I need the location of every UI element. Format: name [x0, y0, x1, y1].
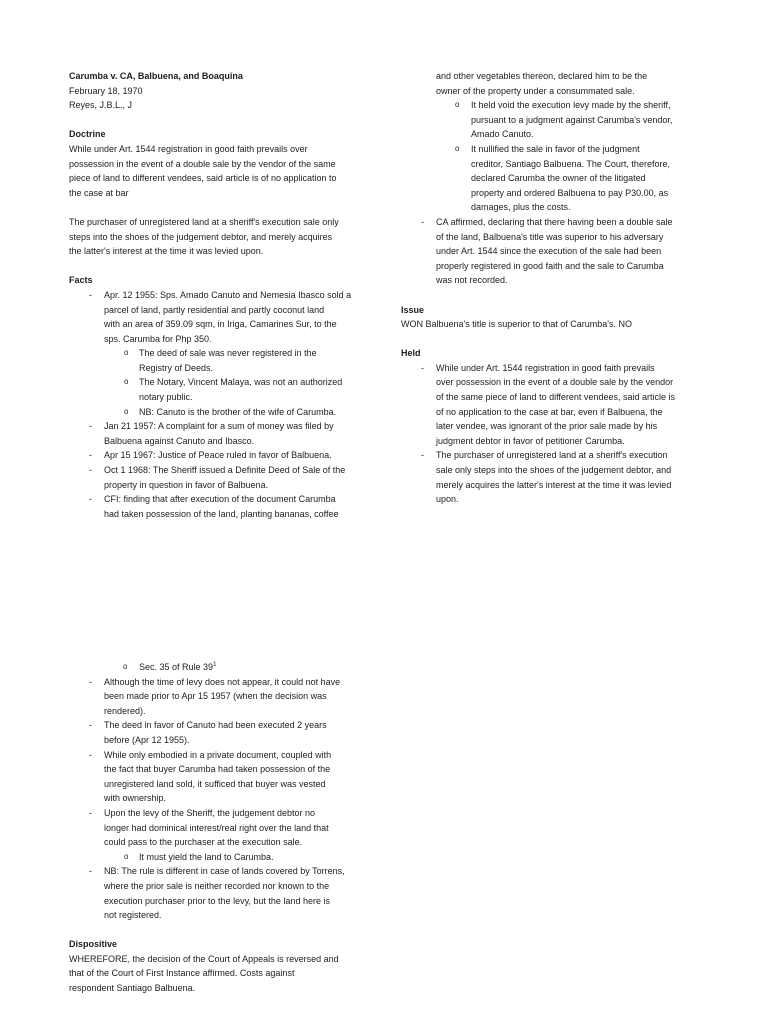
ca-list	[401, 215, 701, 288]
held-list	[401, 361, 701, 507]
sub-list	[436, 98, 701, 215]
list-item	[401, 215, 701, 288]
sub-list	[69, 660, 369, 675]
text-line: - Apr. 12 1955: Sps. Amado Canuto and Nemesia Ibasco sold a	[104, 289, 352, 300]
text-line: sale only steps into the shoes of the judgement debtor, and	[436, 465, 672, 476]
rule-reference-text: Sec. 35 of Rule 39	[139, 662, 214, 672]
text-line: merely acquires the latter's interest at the time it was levied	[436, 479, 672, 490]
text-line: - Although the time of levy does not appear, it could not have	[104, 676, 341, 687]
text-line: - Upon the levy of the Sheriff, the judgement debtor no	[104, 807, 315, 818]
dispositive-heading: Dispositive	[69, 939, 118, 950]
left-column-bottom	[69, 660, 369, 996]
issue-text: WON Balbuena's title is superior to that of Carumba's. NO	[401, 319, 633, 330]
sub-list-item	[436, 142, 701, 215]
text-line: - While only embodied in a private document, coupled with	[104, 749, 332, 760]
list-item	[69, 718, 369, 747]
text-line: rendered).	[104, 705, 146, 716]
right-column	[401, 69, 701, 507]
sub-list-item	[104, 660, 369, 675]
facts-continuation	[401, 69, 701, 215]
text-line: execution purchaser prior to the levy, but the land here is	[104, 895, 330, 906]
text-line: respondent Santiago Balbuena.	[69, 983, 196, 994]
text-line: been made prior to Apr 15 1957 (when the decision was	[104, 691, 327, 702]
list-item	[69, 864, 369, 922]
list-item	[69, 463, 369, 492]
list-item	[69, 492, 369, 521]
footnote-marker: 1	[213, 662, 217, 668]
text-line: WHEREFORE, the decision of the Court of Appeals is reversed and	[69, 953, 339, 964]
dispositive-paragraph	[69, 952, 369, 996]
text-line: declared Carumba the owner of the litigated	[471, 173, 646, 184]
text-line: - Oct 1 1968: The Sheriff issued a Definite Deed of Sale of the	[104, 465, 346, 476]
text-line: - CFI: finding that after execution of the document Carumba	[104, 494, 336, 505]
text-line: steps into the shoes of the judgement debtor, and merely acquires	[69, 231, 333, 242]
text-line: was not recorded.	[436, 275, 508, 286]
text-line: - The purchaser of unregistered land at a sheriff's execution	[436, 450, 668, 461]
held-heading: Held	[401, 348, 421, 359]
facts-list	[69, 288, 369, 522]
text-line: - NB: The rule is different in case of lands covered by Torrens,	[104, 866, 345, 877]
text-line: of the same piece of land to different vendees, said article is	[436, 392, 675, 403]
sub-list-item	[104, 346, 369, 375]
text-line: longer had dominical interest/real right over the land that	[104, 822, 329, 833]
list-item	[69, 675, 369, 719]
text-line: - The deed in favor of Canuto had been executed 2 years	[104, 720, 327, 731]
text-line: the case at bar	[69, 187, 129, 198]
doctrine-paragraph-1	[69, 142, 369, 200]
text-line: the fact that buyer Carumba had taken possession of the	[104, 764, 331, 775]
list-item	[69, 288, 369, 419]
text-line: under Art. 1544 since the execution of the sale had been	[436, 246, 662, 257]
rule-reference	[139, 660, 369, 675]
text-line: parcel of land, partly residential and partly coconut land	[104, 304, 325, 315]
ponente: Reyes, J.B.L., J	[69, 100, 133, 111]
text-line: creditor, Santiago Balbuena. The Court, therefore,	[471, 158, 670, 169]
list-item	[69, 419, 369, 448]
text-line: with ownership.	[104, 793, 167, 804]
text-line: - Jan 21 1957: A complaint for a sum of money was filed by	[104, 421, 334, 432]
text-line: could pass to the purchaser at the execution sale.	[104, 837, 303, 848]
text-line: had taken possession of the land, planting bananas, coffee	[104, 508, 339, 519]
text-line: damages, plus the costs.	[471, 202, 571, 213]
issue-heading: Issue	[401, 304, 425, 315]
text-line: later vendee, was ignorant of the prior sale made by his	[436, 421, 658, 432]
facts-heading: Facts	[69, 275, 93, 286]
case-title: Carumba v. CA, Balbuena, and Boaquina	[69, 71, 243, 81]
text-line: the latter's interest at the time it was levied upon.	[69, 246, 264, 257]
left-column	[69, 69, 369, 521]
text-line: The purchaser of unregistered land at a sheriff's execution sale only	[69, 216, 339, 227]
text-line: o It held void the execution levy made by the sheriff,	[471, 100, 671, 111]
sub-list-item	[104, 375, 369, 404]
text-line: notary public.	[139, 392, 193, 403]
text-line: property in question in favor of Balbuena.	[104, 479, 269, 490]
text-line: property and ordered Balbuena to pay P30.00, as	[471, 187, 669, 198]
text-line: not registered.	[104, 910, 162, 921]
text-line: judgment debtor in favor of petitioner Carumba.	[436, 435, 625, 446]
text-line: o The Notary, Vincent Malaya, was not an authorized	[139, 377, 343, 388]
list-item	[69, 806, 369, 864]
text-line: Registry of Deeds.	[139, 362, 214, 373]
text-line: over possession in the event of a double sale by the vendor	[436, 377, 674, 388]
text-line: pursuant to a judgment against Carumba's vendor,	[471, 114, 673, 125]
list-item	[401, 361, 701, 449]
sub-list-item	[104, 850, 369, 865]
list-item	[69, 448, 369, 463]
text-line: - Apr 15 1967: Justice of Peace ruled in favor of Balbuena.	[104, 450, 332, 461]
reasoning-list	[69, 675, 369, 923]
text-line: unregistered land sold, it sufficed that buyer was vested	[104, 778, 326, 789]
sub-list	[104, 346, 369, 419]
sub-list-item	[436, 98, 701, 142]
text-line: o It nullified the sale in favor of the judgment	[471, 143, 640, 154]
text-line: sps. Carumba for Php 350.	[104, 333, 212, 344]
list-item	[69, 748, 369, 806]
text-line: upon.	[436, 494, 459, 505]
text-line: properly registered in good faith and the sale to Carumba	[436, 260, 664, 271]
text-line: piece of land to different vendees, said article is of no application to	[69, 173, 337, 184]
text-line: owner of the property under a consummated sale.	[436, 85, 635, 96]
text-line: possession in the event of a double sale by the vendor of the same	[69, 158, 336, 169]
text-line: o NB: Canuto is the brother of the wife of Carumba.	[139, 406, 337, 417]
text-line: - CA affirmed, declaring that there having been a double sale	[436, 216, 673, 227]
text-line: with an area of 359.09 sqm, in Iriga, Camarines Sur, to the	[104, 319, 337, 330]
text-line: While under Art. 1544 registration in good faith prevails over	[69, 143, 308, 154]
text-line: where the prior sale is neither recorded nor known to the	[104, 880, 330, 891]
text-line: that of the Court of First Instance affirmed. Costs against	[69, 968, 295, 979]
text-line: o The deed of sale was never registered in the	[139, 348, 317, 359]
list-item	[401, 448, 701, 506]
sub-list-item	[104, 405, 369, 420]
text-line: Balbuena against Canuto and Ibasco.	[104, 435, 255, 446]
text-line: - While under Art. 1544 registration in good faith prevails	[436, 362, 655, 373]
text-line: of the land, Balbuena's title was superior to his adversary	[436, 231, 664, 242]
sub-list	[104, 850, 369, 865]
text-line: and other vegetables thereon, declared him to be the	[436, 71, 648, 81]
text-line: Amado Canuto.	[471, 129, 534, 140]
case-date: February 18, 1970	[69, 85, 143, 96]
text-line: of no application to the case at bar, even if Balbuena, the	[436, 406, 663, 417]
text-line: before (Apr 12 1955).	[104, 734, 190, 745]
doctrine-paragraph-2	[69, 215, 369, 259]
doctrine-heading: Doctrine	[69, 129, 106, 140]
text-line: o It must yield the land to Carumba.	[139, 851, 274, 862]
